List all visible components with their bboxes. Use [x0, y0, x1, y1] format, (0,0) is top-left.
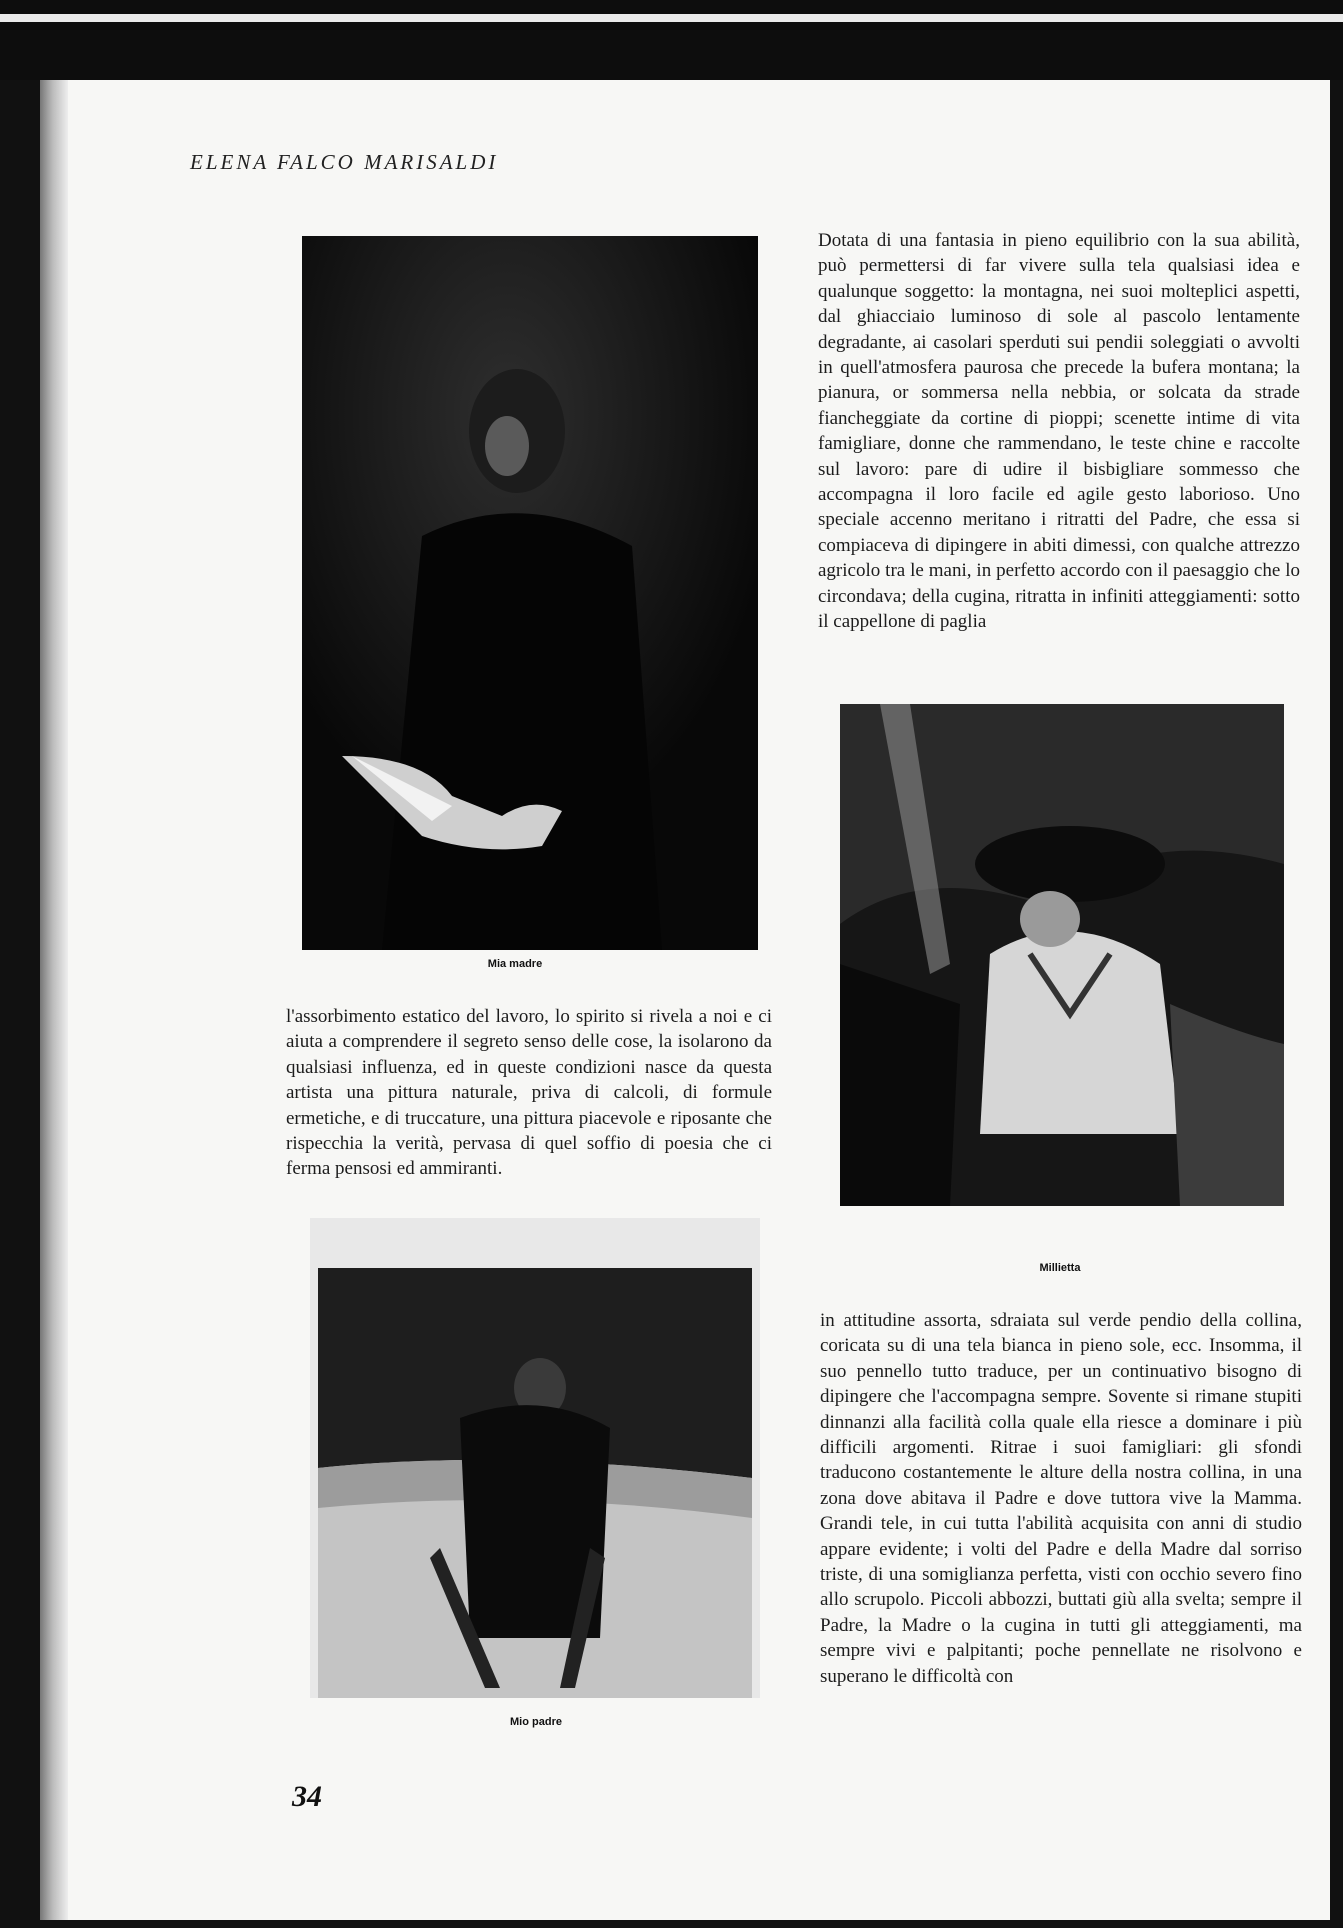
text-column-bottom-right	[820, 1308, 1302, 1689]
text-column-top-right	[818, 228, 1300, 635]
photo-millietta	[840, 704, 1284, 1206]
page-binding-shadow	[40, 80, 68, 1920]
painting-girl-hat	[840, 704, 1284, 1206]
caption-mia-madre: Mia madre	[487, 958, 543, 970]
paragraph-bottom-right: in attitudine assorta, sdraiata sul verde pendio della collina, coricata su di una tela bianca in pieno sole, ecc. Insomma, il suo pennello tutto traduce, per un continuativo bisogno di dipingere che l'accompagna sempre. Sovente si rimane stupiti dinnanzi alla facilità colla quale ella riesce a dominare i più difficili argomenti. Ritrae i suoi famigliari: gli sfondi traducono costantemente le alture della nostra collina, in una zona dove abitava il Padre e dove tuttora vive la Mamma. Grandi tele, in cui tutta l'abilità acquisita con anni di studio appare evidente; i volti del Padre e della Madre dal sorriso triste, di una somiglianza perfetta, visti con occhio severo fino allo scrupolo. Piccoli abbozzi, buttati giù alla svelta; sempre il Padre, la Madre o la cugina in tutti gli atteggiamenti, ma sempre vivi e palpitanti; poche pennellate ne risolvono e superano le difficoltà con	[820, 1310, 1302, 1687]
top-scan-edge	[0, 0, 1343, 80]
page-edge-strip	[0, 14, 1343, 22]
paragraph-top-right: Dotata di una fantasia in pieno equilibrio con la sua abilità, può permettersi di far vivere sulla tela qualsiasi idea e qualunque soggetto: la montagna, nei suoi molteplici aspetti, dal ghiacciaio luminoso di sole al pascolo lentamente degradante, ai casolari sperduti sui pendii soleggiati o avvolti in quell'atmosfera paurosa che precede la bufera montana; la pianura, or sommersa nella nebbia, or solcata da strade fiancheggiate da cortine di pioppi; scenette intime di vita famigliare, donne che rammendano, le teste chine e raccolte sul lavoro: pare di udire il bisbigliare sommesso che accompagna il loro facile ed agile gesto laborioso. Uno speciale accenno meritano i ritratti del Padre, che essa si compiaceva di dipingere in abiti dimessi, con qualche attrezzo agricolo tra le mani, in perfetto accordo con il paesaggio che lo circondava; della cugina, ritratta in infiniti atteggiamenti: sotto il cappellone di paglia	[818, 230, 1300, 633]
photo-mio-padre	[310, 1218, 760, 1698]
photo-mia-madre	[302, 236, 758, 950]
text-column-mid-left	[286, 1004, 772, 1182]
paragraph-mid-left: l'assorbimento estatico del lavoro, lo spirito si rivela a noi e ci aiuta a comprendere il segreto senso delle cose, la isolarono da qualsiasi influenza, ed in queste condizioni nasce da questa artista una pittura naturale, priva di calcoli, di formule ermetiche, e di truccature, una pittura piacevole e riposante che rispecchia la verità, pervasa di quel soffio di poesia che ci ferma pensosi ed ammiranti.	[286, 1006, 772, 1180]
caption-millietta: Millietta	[1039, 1262, 1081, 1274]
caption-mio-padre: Mio padre	[510, 1716, 562, 1728]
painting-woman-reading	[302, 236, 758, 950]
page-number: 34	[292, 1780, 322, 1813]
running-head: ELENA FALCO MARISALDI	[190, 150, 499, 174]
painting-man-seated	[310, 1218, 760, 1698]
